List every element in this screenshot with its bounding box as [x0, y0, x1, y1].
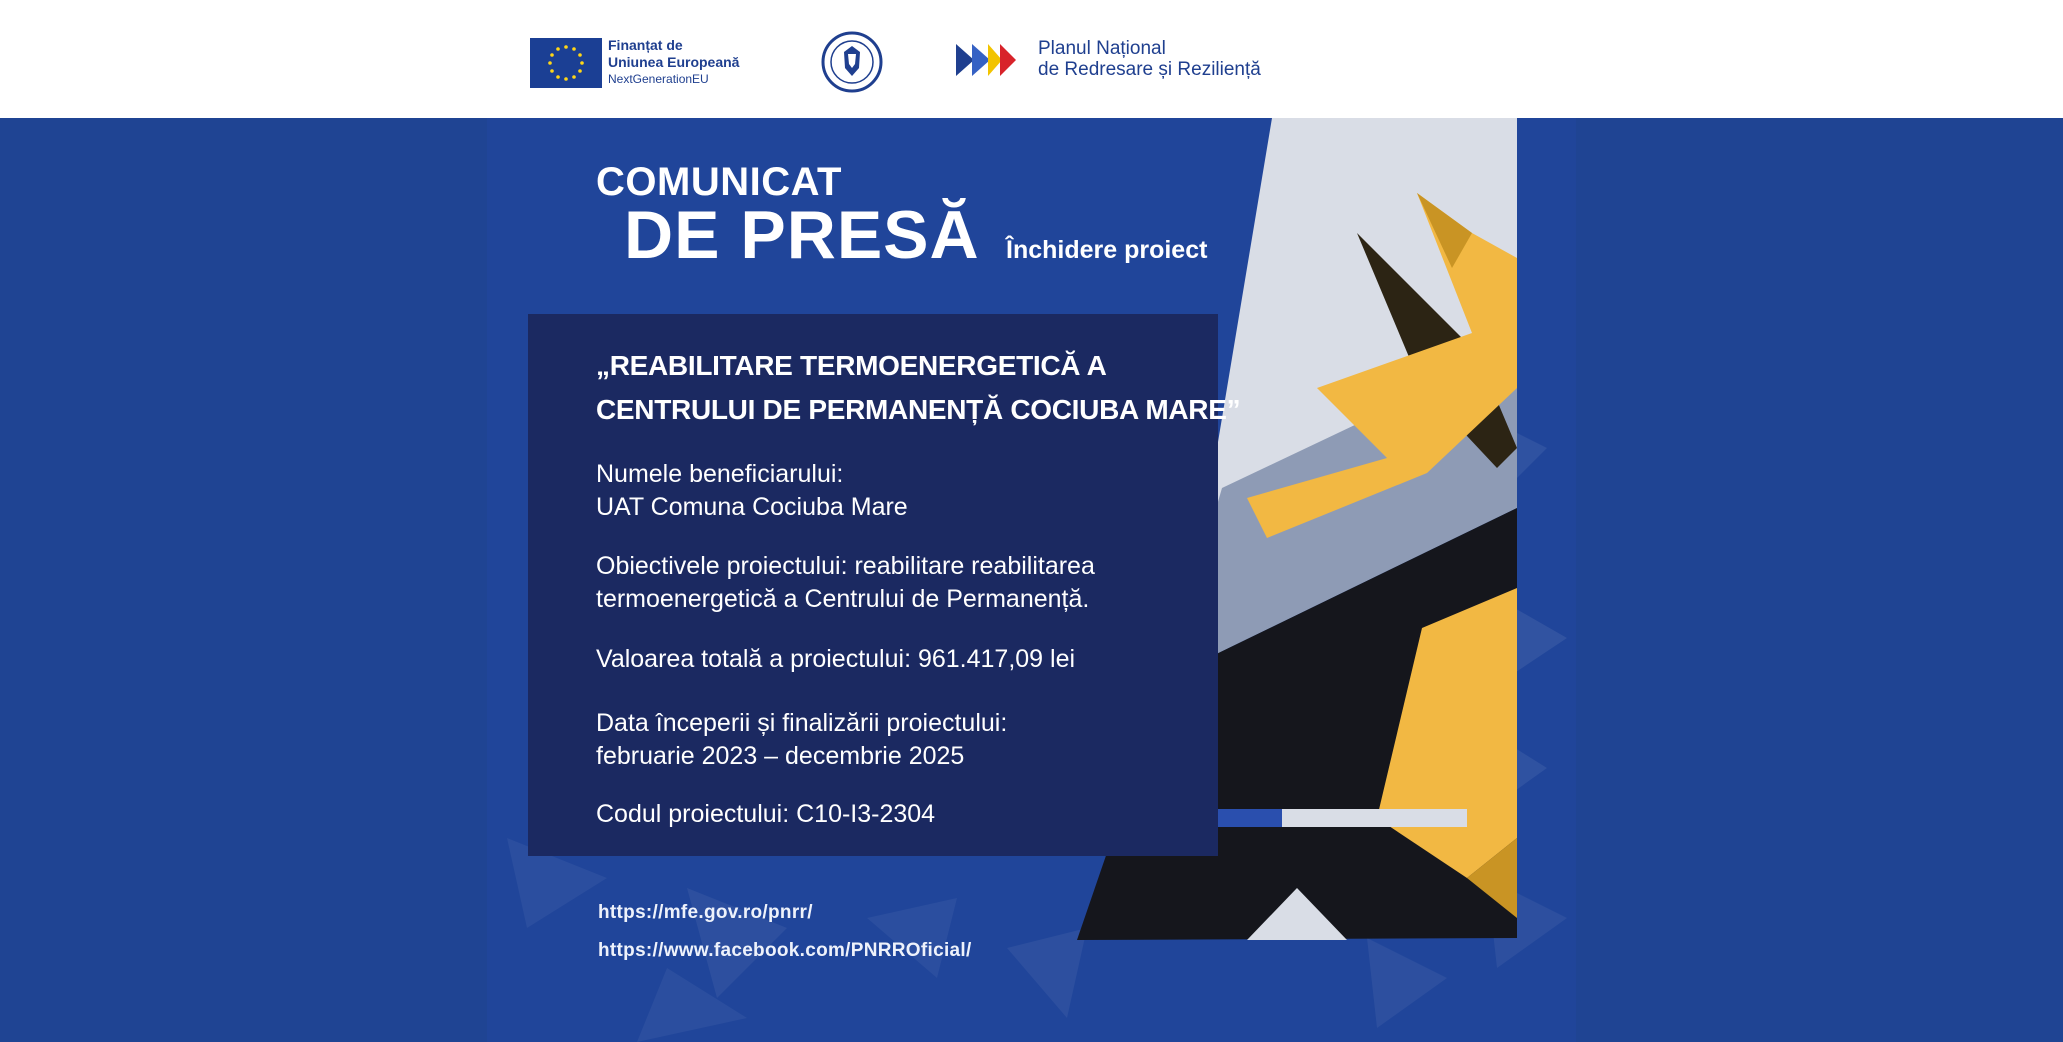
- total-value-text: Valoarea totală a proiectului: 961.417,09 lei: [596, 645, 1076, 673]
- objectives-block: [596, 550, 1095, 616]
- pnrr-text-line2: de Redresare și Reziliență: [1038, 59, 1261, 80]
- objectives-line1: Obiectivele proiectului: reabilitare reabilitarea: [596, 552, 1095, 580]
- eu-funding-text: [608, 37, 739, 88]
- eu-text-line2: Uniunea Europeană: [608, 54, 740, 70]
- beneficiary-label: Numele beneficiarului:: [596, 460, 844, 488]
- project-code-text: Codul proiectului: C10-I3-2304: [596, 800, 936, 828]
- objectives-line2: termoenergetică a Centrului de Permanență.: [596, 585, 1090, 613]
- mfe-link[interactable]: https://mfe.gov.ro/pnrr/: [598, 902, 813, 923]
- beneficiary-block: [596, 458, 908, 524]
- facebook-link[interactable]: https://www.facebook.com/PNRROficial/: [598, 940, 972, 961]
- eu-flag-icon: [530, 38, 602, 88]
- dates-label: Data începerii și finalizării proiectului:: [596, 709, 1008, 737]
- project-title: [596, 344, 1240, 432]
- total-value: [596, 643, 1075, 676]
- eu-text-line1: Finanțat de: [608, 37, 683, 53]
- title-comunicat: COMUNICAT: [596, 160, 842, 204]
- title-de-presa: DE PRESĂ: [624, 197, 980, 273]
- pnrr-arrow-logo-icon: [956, 40, 1030, 80]
- project-code: [596, 798, 935, 831]
- dates-block: [596, 707, 1007, 773]
- project-title-line1: „REABILITARE TERMOENERGETICĂ A: [596, 350, 1107, 381]
- pnrr-text-line1: Planul Național: [1038, 38, 1166, 59]
- romanian-government-seal-icon: [820, 30, 884, 94]
- subtitle-inchidere-proiect: Închidere proiect: [1006, 236, 1208, 264]
- eu-text-line3: NextGenerationEU: [608, 72, 709, 86]
- dates-value: februarie 2023 – decembrie 2025: [596, 742, 965, 770]
- pnrr-logo-text: [1038, 38, 1261, 80]
- project-title-line2: CENTRULUI DE PERMANENȚĂ COCIUBA MARE”: [596, 394, 1241, 425]
- beneficiary-value: UAT Comuna Cociuba Mare: [596, 493, 908, 521]
